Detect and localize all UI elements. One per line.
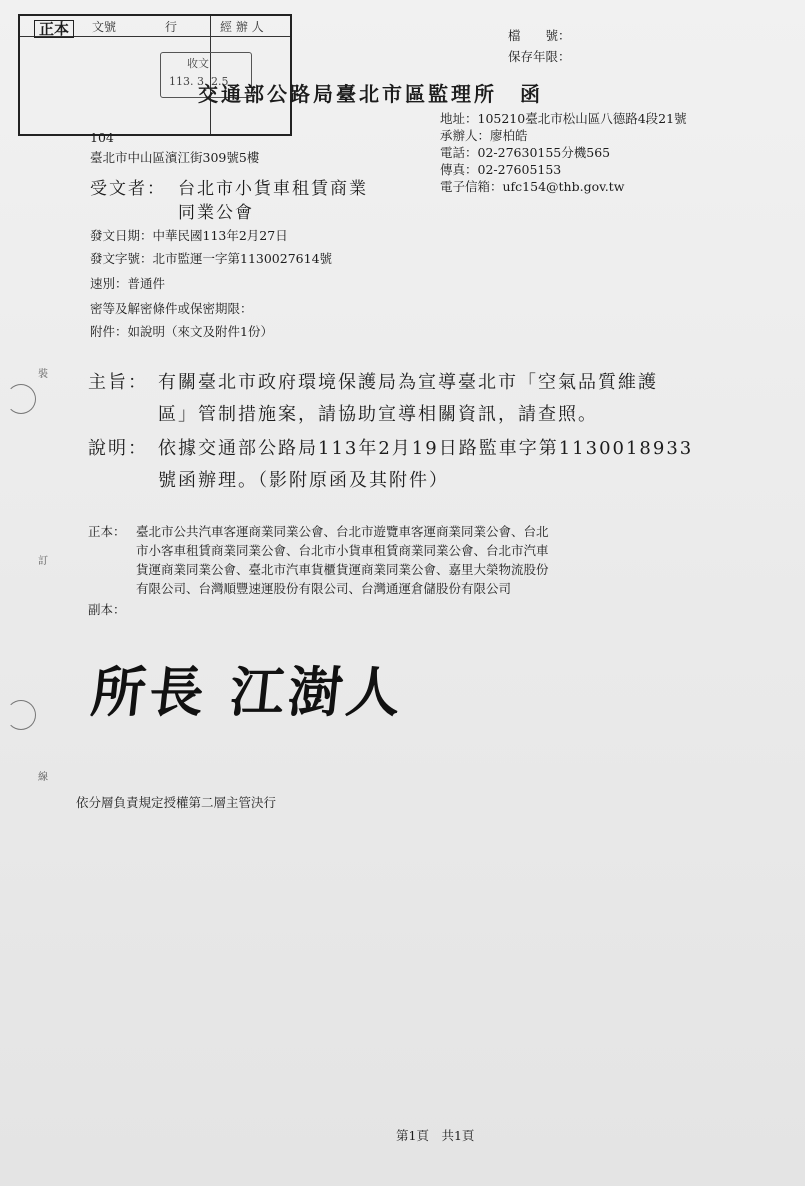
date-stamp-label: 收文 (187, 57, 209, 70)
recipient-line1: 台北市小貨車租賃商業 (178, 179, 368, 199)
stamp-head-left: 文號 (92, 20, 117, 34)
recipient-label: 受文者： (90, 179, 166, 199)
stamp-head-mid: 行 (165, 20, 178, 34)
contact-email: 電子信箱：ufc154@thb.gov.tw (440, 179, 625, 194)
contact-fax: 傳真：02-27605153 (440, 162, 562, 177)
org-title: 交通部公路局臺北市區監理所 函 (198, 82, 543, 106)
delegation-note: 依分層負責規定授權第二層主管決行 (76, 795, 277, 810)
subject-label: 主旨： (88, 372, 148, 393)
issue-date: 發文日期：中華民國113年2月27日 (90, 228, 288, 243)
original-copy-tag: 正本 (34, 20, 74, 38)
subject-line1: 有關臺北市政府環境保護局為宣導臺北市「空氣品質維護 (158, 372, 658, 393)
contact-block (440, 110, 687, 195)
director-signature-seal: 所長 江澍人 (88, 660, 408, 724)
binding-mark-1: 裝 (38, 369, 48, 380)
cc-list (136, 522, 549, 598)
contact-address: 地址：105210臺北市松山區八德路4段21號 (440, 111, 687, 126)
date-stamp-value: 113. 3. 2.5 (169, 75, 229, 88)
recipient-line2: 同業公會 (178, 203, 254, 223)
binding-hole-2 (6, 700, 36, 730)
recipient-address: 臺北市中山區濱江街309號5樓 (90, 150, 260, 165)
binding-mark-3: 線 (38, 772, 48, 783)
doc-number: 發文字號：北市監運一字第1130027614號 (90, 251, 333, 266)
contact-phone: 電話：02-27630155分機565 (440, 145, 611, 160)
receipt-stamp (18, 14, 292, 136)
explain-line2: 號函辦理。（影附原函及其附件） (158, 470, 449, 491)
cc-line4: 有限公司、台灣順豐速運股份有限公司、台灣通運倉儲股份有限公司 (136, 581, 512, 596)
page-footer: 第1頁 共1頁 (396, 1128, 475, 1143)
copy-label: 副本： (88, 602, 126, 617)
subject-line2: 區」管制措施案，請協助宣導相關資訊，請查照。 (158, 404, 598, 425)
contact-handler: 承辦人：廖柏皓 (440, 128, 528, 143)
binding-mark-2: 訂 (38, 556, 48, 567)
binding-hole-1 (6, 384, 36, 414)
explain-label: 說明： (88, 438, 148, 459)
cc-line1: 臺北市公共汽車客運商業同業公會、台北市遊覽車客運商業同業公會、台北 (136, 524, 549, 539)
retention-label: 保存年限： (508, 49, 571, 64)
attachments: 附件：如說明（來文及附件1份） (90, 324, 273, 339)
explain-line1: 依據交通部公路局113年2月19日路監車字第1130018933 (158, 438, 694, 459)
file-number-label: 檔 號： (508, 28, 571, 43)
cc-label: 正本： (88, 524, 126, 539)
confidentiality: 密等及解密條件或保密期限： (90, 301, 253, 316)
stamp-head-right: 經 辦 人 (220, 20, 264, 34)
speed-class: 速別：普通件 (90, 276, 166, 291)
recipient-zip: 104 (90, 130, 114, 145)
cc-line2: 市小客車租賃商業同業公會、台北市小貨車租賃商業同業公會、台北市汽車 (136, 543, 549, 558)
cc-line3: 貨運商業同業公會、臺北市汽車貨櫃貨運商業同業公會、嘉里大榮物流股份 (136, 562, 549, 577)
